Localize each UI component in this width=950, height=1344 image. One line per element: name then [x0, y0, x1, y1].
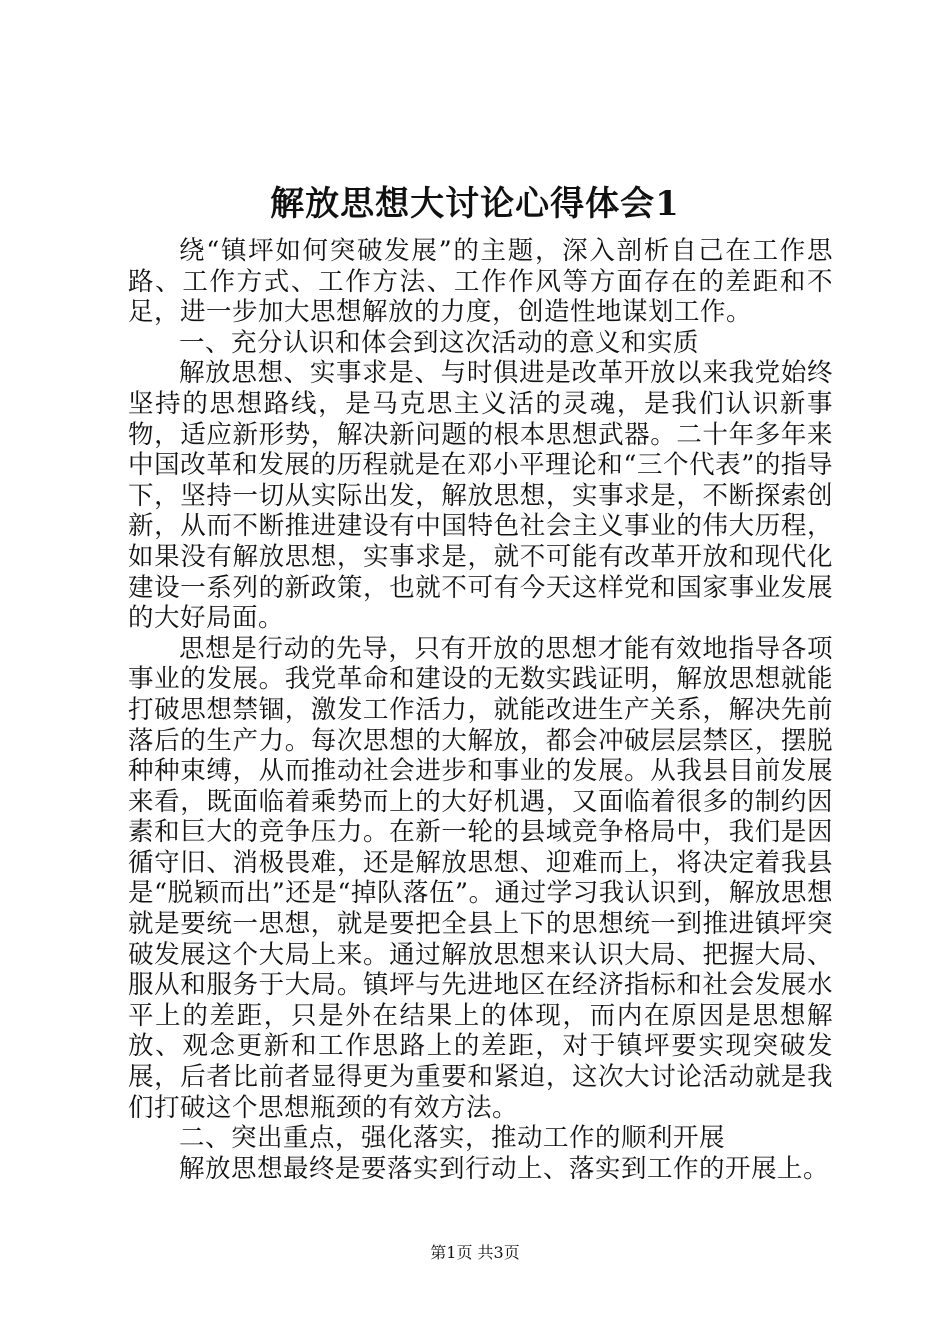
paragraph-section-1-a: 解放思想、实事求是、与时俱进是改革开放以来我党始终坚持的思想路线，是马克思主义活的灵魂，是我们认识新事物，适应新形势，解决新问题的根本思想武器。二十年多年来中国改革和发展的历程就是在邓小平理论和“三个代表”的指导下，坚持一切从实际出发，解放思想，实事求是，不断探索创新，从而不断推进建设有中国特色社会主义事业的伟大历程，如果没有解放思想，实事求是，就不可能有改革开放和现代化建设一系列的新政策，也就不可有今天这样党和国家事业发展的大好局面。 — [128, 358, 833, 634]
document-title: 解放思想大讨论心得体会1 — [270, 184, 680, 224]
section-heading-1: 一、充分认识和体会到这次活动的意义和实质 — [179, 327, 700, 358]
paragraph-intro: 绕“镇坪如何突破发展”的主题，深入剖析自己在工作思路、工作方式、工作方法、工作作风等方面存在的差距和不足，进一步加大思想解放的力度，创造性地谋划工作。 — [128, 236, 833, 328]
paragraph-section-2-a: 解放思想最终是要落实到行动上、落实到工作的开展上。 — [179, 1153, 830, 1184]
page-footer: 第1页 共3页 — [430, 1243, 520, 1262]
paragraph-section-1-b: 思想是行动的先导，只有开放的思想才能有效地指导各项事业的发展。我党革命和建设的无数实践证明，解放思想就能打破思想禁锢，激发工作活力，就能改进生产关系，解决先前落后的生产力。每次思想的大解放，都会冲破层层禁区，摆脱种种束缚，从而推动社会进步和事业的发展。从我县目前发展来看，既面临着乘势而上的大好机遇，又面临着很多的制约因素和巨大的竞争压力。在新一轮的县域竞争格局中，我们是因循守旧、消极畏难，还是解放思想、迎难而上，将决定着我县是“脱颖而出”还是“掉队落伍”。通过学习我认识到，解放思想就是要统一思想，就是要把全县上下的思想统一到推进镇坪突破发展这个大局上来。通过解放思想来认识大局、把握大局、服从和服务于大局。镇坪与先进地区在经济指标和社会发展水平上的差距，只是外在结果上的体现，而内在原因是思想解放、观念更新和工作思路上的差距，对于镇坪要实现突破发展，后者比前者显得更为重要和紧迫，这次大讨论活动就是我们打破这个思想瓶颈的有效方法。 — [128, 633, 833, 1123]
document-body — [128, 236, 833, 1184]
section-heading-2: 二、突出重点，强化落实，推动工作的顺利开展 — [179, 1123, 726, 1154]
